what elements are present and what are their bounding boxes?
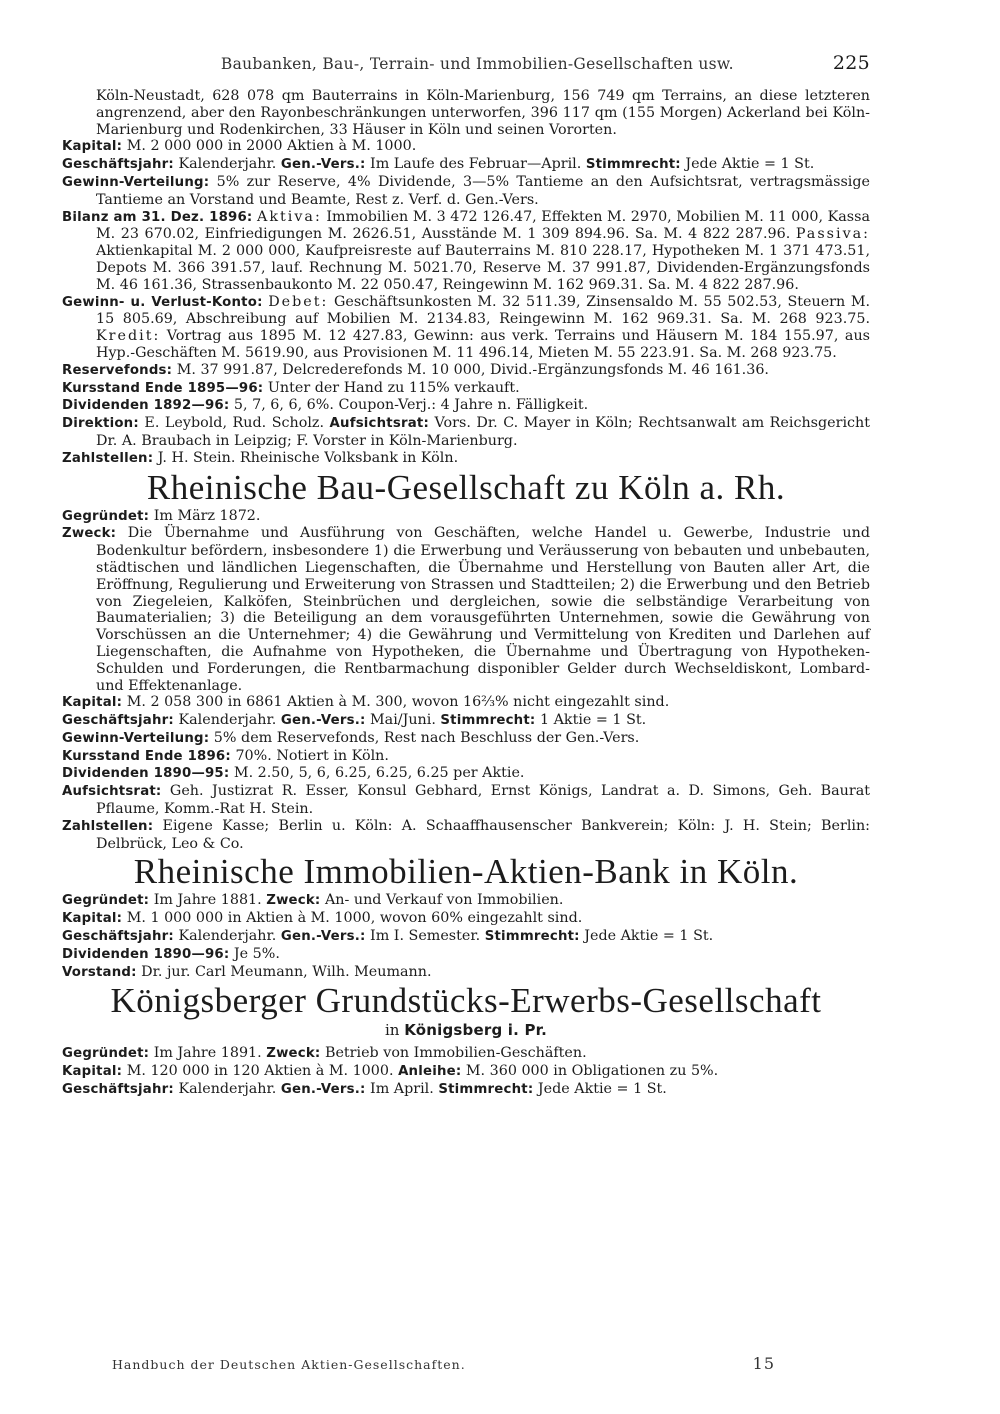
- zweck-text: An- und Verkauf von Immobilien.: [320, 892, 564, 909]
- company-subtitle: [62, 1021, 870, 1039]
- passiva-label: Passiva:: [795, 226, 870, 243]
- aufsichtsrat-text: Geh. Justizrat R. Esser, Konsul Gebhard, Ernst Königs, Landrat a. D. Simons, Geh. Baurat Pflaume, Komm.-Rat H. Stein.: [96, 783, 870, 818]
- vorstand-line: [62, 964, 870, 982]
- passiva-text: Aktienkapital M. 2 000 000, Kaufpreisreste auf Bauterrains M. 810 228.17, Hypotheken M. 1 371 473.51, Depots M. 366 391.57, lauf. Rechnung M. 5021.70, Reserve M. 37 991.87, Dividenden-Ergänzungsfonds M. 46 161.36, Strassenbaukonto M. 22 050.47, Reingewinn M. 162 969.31. Sa. M. 4 822 287.96.: [96, 243, 870, 293]
- kapital-label: Kapital:: [62, 695, 123, 711]
- entry-koenigsberger: [62, 1045, 870, 1098]
- aufsichtsrat-text: Vors. Dr. C. Mayer in Köln; Rechtsanwalt am Reichsgericht Dr. A. Braubach in Leipzig; F. Vorster in Köln-Marienburg.: [96, 415, 870, 449]
- gewinn-verteilung-text: 5% zur Reserve, 4% Dividende, 3—5% Tantieme an den Aufsichtsrat, vertragsmässige Tantieme an Vorstand und Beamte, Rest z. Verf. d. Gen.-Vers.: [96, 173, 870, 208]
- entry-continuation: [62, 88, 870, 468]
- page-header: [62, 52, 870, 88]
- direktion-label: Direktion:: [62, 416, 139, 432]
- geschaeftsjahr-text: Kalenderjahr.: [173, 712, 281, 729]
- dividenden-text: M. 2.50, 5, 6, 6.25, 6.25, 6.25 per Aktie.: [229, 765, 525, 782]
- dividenden-text: Je 5%.: [229, 945, 280, 962]
- kapital-line: [62, 694, 870, 712]
- zahlstellen-line: [62, 450, 870, 468]
- reservefonds-line: [62, 362, 870, 380]
- geschaeftsjahr-label: Geschäftsjahr:: [62, 157, 174, 173]
- gegruendet-line: [62, 508, 870, 526]
- aufsichtsrat-label: Aufsichtsrat:: [329, 416, 429, 432]
- bilanz-line: [62, 209, 870, 294]
- debet-text: Geschäftsunkosten M. 32 511.39, Zinsensaldo M. 55 502.53, Steuern M. 15 805.69, Abschreibung auf Mobilien M. 2134.83, Reingewinn M. 162 969.31. Sa. M. 268 923.75.: [96, 293, 870, 328]
- subtitle-place: Königsberg i. Pr.: [404, 1021, 548, 1040]
- page-footer: [112, 1354, 775, 1373]
- gen-vers-text: Im April.: [365, 1081, 439, 1098]
- aufsichtsrat-label: Aufsichtsrat:: [62, 784, 162, 800]
- zweck-label: Zweck:: [266, 893, 321, 909]
- kapital-label: Kapital:: [62, 1064, 123, 1080]
- kapital-text: M. 120 000 in 120 Aktien à M. 1000.: [122, 1063, 399, 1080]
- geschaeftsjahr-label: Geschäftsjahr:: [62, 1082, 174, 1098]
- kursstand-line: [62, 748, 870, 766]
- stimmrecht-text: Jede Aktie = 1 St.: [579, 928, 714, 945]
- kursstand-text: 70%. Notiert in Köln.: [230, 747, 389, 764]
- dividenden-label: Dividenden 1892—96:: [62, 398, 230, 414]
- kapital-line: [62, 138, 870, 156]
- stimmrecht-label: Stimmrecht:: [440, 713, 536, 729]
- anleihe-text: M. 360 000 in Obligationen zu 5%.: [461, 1063, 719, 1080]
- gewinn-verteilung-label: Gewinn-Verteilung:: [62, 174, 210, 190]
- geschaeftsjahr-label: Geschäftsjahr:: [62, 929, 174, 945]
- kapital-text: M. 2 000 000 in 2000 Aktien à M. 1000.: [122, 138, 417, 155]
- kapital-label: Kapital:: [62, 911, 123, 927]
- zahlstellen-label: Zahlstellen:: [62, 818, 154, 834]
- signature-mark: 15: [752, 1354, 775, 1373]
- zweck-text: Die Übernahme und Ausführung von Geschäften, welche Handel u. Gewerbe, Industrie und Bodenkultur befördern, insbesondere 1) die Erwerbung und Veräusserung von bebauten und unbebauten, städtischen und ländlichen Liegenschaften, die Übernahme und Herstellung von Bauten aller Art, die Eröffnung, Regulierung und Erweiterung von Strassen und Stadtteilen; 2) die Erwerbung und den Betrieb von Ziegeleien, Kalköfen, Steinbrüchen und dergleichen, sowie die selbständige Verarbeitung von Baumaterialien; 3) die Beteiligung an dem vorausgeführten Unternehmen, sowie die Gewährung von Vorschüssen an die Unternehmer; 4) die Gewährung und Vermittelung von Krediten und Darlehen auf Liegenschaften, die Aufnahme von Hypotheken, die Übernahme und Übertragung von Hypotheken-Schulden und Forderungen, die Rentbarmachung disponibler Gelder durch Wechseldiskont, Lombard- und Effektenanlage.: [96, 525, 870, 694]
- geschaeftsjahr-text: Kalenderjahr.: [173, 1081, 281, 1098]
- stimmrecht-text: 1 Aktie = 1 St.: [535, 712, 647, 729]
- kapital-text: M. 1 000 000 in Aktien à M. 1000, wovon 60% eingezahlt sind.: [122, 910, 583, 927]
- gen-vers-label: Gen.-Vers.:: [280, 713, 366, 729]
- dividenden-text: 5, 7, 6, 6, 6%. Coupon-Verj.: 4 Jahre n. Fälligkeit.: [229, 397, 589, 414]
- kapital-line: [62, 1063, 870, 1081]
- meeting-line: [62, 928, 870, 946]
- kursstand-text: Unter der Hand zu 115% verkauft.: [263, 379, 520, 396]
- meeting-line: [62, 712, 870, 730]
- anleihe-label: Anleihe:: [398, 1064, 462, 1080]
- footer-source: Handbuch der Deutschen Aktien-Gesellschaften.: [112, 1357, 466, 1372]
- zahlstellen-text: Eigene Kasse; Berlin u. Köln: A. Schaaffhausenscher Bankverein; Köln: J. H. Stein; Berlin: Delbrück, Leo & Co.: [96, 817, 870, 852]
- dividenden-line: [62, 946, 870, 964]
- gegruendet-text: Im März 1872.: [149, 507, 261, 524]
- zweck-label: Zweck:: [62, 526, 117, 542]
- gegruendet-text: Im Jahre 1881.: [149, 892, 267, 909]
- page-number: 225: [832, 52, 870, 74]
- zahlstellen-text: J. H. Stein. Rheinische Volksbank in Köln.: [153, 449, 459, 466]
- stimmrecht-label: Stimmrecht:: [438, 1082, 534, 1098]
- stimmrecht-text: Jede Aktie = 1 St.: [680, 156, 815, 173]
- direktion-line: [62, 415, 870, 450]
- kapital-label: Kapital:: [62, 139, 123, 155]
- meeting-line: [62, 1081, 870, 1099]
- dividenden-label: Dividenden 1890—95:: [62, 766, 230, 782]
- gen-vers-text: Im Laufe des Februar—April.: [365, 156, 586, 173]
- bilanz-label: Bilanz am 31. Dez. 1896:: [62, 209, 253, 225]
- property-text: Köln-Neustadt, 628 078 qm Bauterrains in Köln-Marienburg, 156 749 qm Terrains, an diese letzteren angrenzend, aber den Rayonbeschränkungen unterworfen, 396 117 qm (155 Morgen) Ackerland bei Köln-Marienburg und Rodenkirchen, 33 Häuser in Köln und seinen Vororten.: [96, 88, 870, 138]
- geschaeftsjahr-text: Kalenderjahr.: [173, 156, 281, 173]
- gewinn-verteilung-line: [62, 174, 870, 209]
- kursstand-label: Kursstand Ende 1895—96:: [62, 380, 264, 396]
- zahlstellen-line: [62, 818, 870, 853]
- kredit-text: Vortrag aus 1895 M. 12 427.83, Gewinn: aus verk. Terrains und Häusern M. 184 155.97, aus Hyp.-Geschäften M. 5619.90, aus Provisionen M. 11 496.14, Mieten M. 55 223.91. Sa. M. 268 923.75.: [96, 328, 870, 361]
- stimmrecht-label: Stimmrecht:: [484, 929, 580, 945]
- company-title-rheinische-bau: Rheinische Bau-Gesellschaft zu Köln a. Rh.: [146, 467, 786, 507]
- aktiva-label: Aktiva:: [257, 208, 322, 225]
- kapital-text: M. 2 058 300 in 6861 Aktien à M. 300, wovon 16⅔% nicht eingezahlt sind.: [122, 694, 670, 711]
- gewinn-verteilung-line: [62, 730, 870, 748]
- zweck-line: [62, 525, 870, 694]
- gen-vers-label: Gen.-Vers.:: [280, 157, 366, 173]
- company-title-rheinische-immobilien: Rheinische Immobilien-Aktien-Bank in Köln.: [133, 852, 799, 892]
- aufsichtsrat-line: [62, 783, 870, 818]
- zweck-text: Betrieb von Immobilien-Geschäften.: [320, 1045, 587, 1062]
- subtitle-prefix: in: [384, 1021, 405, 1040]
- gen-vers-text: Mai/Juni.: [365, 712, 441, 729]
- geschaeftsjahr-label: Geschäftsjahr:: [62, 713, 174, 729]
- gen-vers-label: Gen.-Vers.:: [280, 1082, 366, 1098]
- vorstand-text: Dr. jur. Carl Meumann, Wilh. Meumann.: [136, 963, 432, 980]
- debet-label: Debet:: [268, 293, 329, 310]
- meeting-line: [62, 156, 870, 174]
- entry-rheinische-bau: [62, 508, 870, 853]
- guv-line: [62, 294, 870, 362]
- reservefonds-label: Reservefonds:: [62, 362, 173, 378]
- dividenden-line: [62, 397, 870, 415]
- gewinn-verteilung-text: 5% dem Reservefonds, Rest nach Beschluss der Gen.-Vers.: [209, 729, 640, 746]
- gegruendet-line: [62, 892, 870, 910]
- gegruendet-label: Gegründet:: [62, 508, 150, 524]
- gen-vers-text: Im I. Semester.: [365, 928, 485, 945]
- gegruendet-line: [62, 1045, 870, 1063]
- page: [62, 52, 870, 1099]
- geschaeftsjahr-text: Kalenderjahr.: [173, 928, 281, 945]
- dividenden-label: Dividenden 1890—96:: [62, 946, 230, 962]
- gegruendet-text: Im Jahre 1891.: [149, 1045, 267, 1062]
- aktiva-text: Immobilien M. 3 472 126.47, Effekten M. 2970, Mobilien M. 11 000, Kassa M. 23 670.02, Einfriedigungen M. 2626.51, Ausstände M. 1 309 894.96. Sa. M. 4 822 287.96.: [96, 208, 871, 243]
- vorstand-label: Vorstand:: [62, 964, 137, 980]
- company-title-koenigsberger: Königsberger Grundstücks-Erwerbs-Gesellschaft: [110, 981, 822, 1021]
- stimmrecht-label: Stimmrecht:: [585, 157, 681, 173]
- stimmrecht-text: Jede Aktie = 1 St.: [533, 1081, 667, 1098]
- guv-label: Gewinn- u. Verlust-Konto:: [62, 294, 263, 310]
- kursstand-line: [62, 380, 870, 398]
- kursstand-label: Kursstand Ende 1896:: [62, 748, 231, 764]
- gen-vers-label: Gen.-Vers.:: [280, 929, 366, 945]
- dividenden-line: [62, 765, 870, 783]
- running-title: Baubanken, Bau-, Terrain- und Immobilien-Gesellschaften usw.: [220, 55, 734, 73]
- gegruendet-label: Gegründet:: [62, 893, 150, 909]
- gewinn-verteilung-label: Gewinn-Verteilung:: [62, 730, 210, 746]
- zweck-label: Zweck:: [266, 1046, 321, 1062]
- entry-rheinische-immobilien: [62, 892, 870, 981]
- gegruendet-label: Gegründet:: [62, 1046, 150, 1062]
- zahlstellen-label: Zahlstellen:: [62, 450, 154, 466]
- reservefonds-text: M. 37 991.87, Delcrederefonds M. 10 000, Divid.-Ergänzungsfonds M. 46 161.36.: [172, 361, 769, 378]
- direktion-text: E. Leybold, Rud. Scholz.: [138, 415, 330, 432]
- kapital-line: [62, 910, 870, 928]
- kredit-label: Kredit:: [96, 328, 161, 345]
